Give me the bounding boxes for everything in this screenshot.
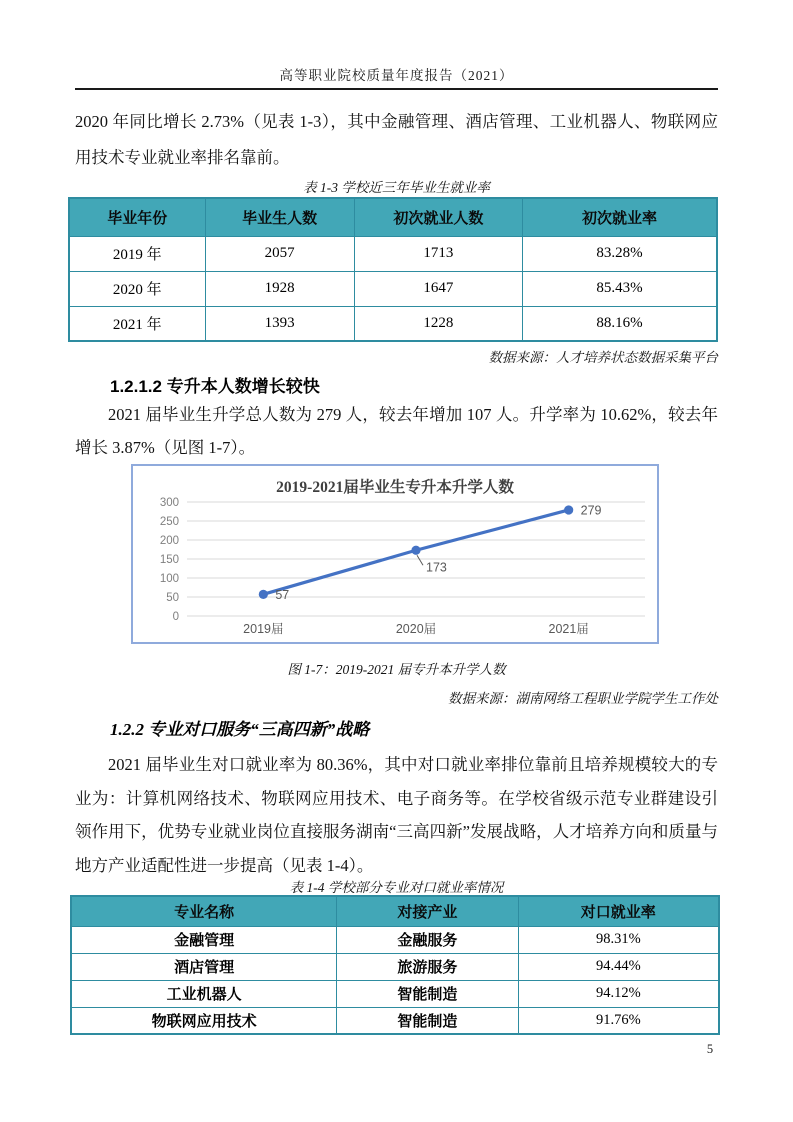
x-axis-label: 2021届: [548, 622, 589, 636]
data-point: [564, 505, 573, 514]
table-row: [71, 953, 719, 980]
table-row: [69, 271, 717, 306]
table-cell: 2021 年: [69, 306, 205, 341]
table13-caption: 表 1-3 学校近三年毕业生就业率: [303, 180, 490, 195]
table-cell: 1713: [354, 236, 522, 271]
data-label: 279: [580, 503, 602, 518]
table-cell: 金融服务: [337, 926, 518, 953]
table13-source-note: 数据来源：人才培养状态数据采集平台: [488, 350, 718, 365]
chart-title: 2019-2021届毕业生专升本升学人数: [276, 479, 514, 496]
table-cell: 酒店管理: [71, 953, 337, 980]
data-label: 57: [275, 587, 290, 602]
figure-source-note: 数据来源：湖南网络工程职业学院学生工作处: [448, 691, 718, 706]
table-cell: 88.16%: [523, 306, 717, 341]
table-cell: 物联网应用技术: [71, 1007, 337, 1034]
x-axis-label: 2020届: [395, 622, 437, 636]
table-cell: 智能制造: [337, 980, 518, 1007]
y-axis-tick-label: 150: [159, 554, 179, 566]
header-cell: 毕业生人数: [205, 198, 354, 236]
x-axis-label: 2019届: [243, 622, 284, 636]
y-axis-tick-label: 250: [159, 516, 179, 528]
table-major-employment-rate: [70, 895, 720, 1035]
data-point: [259, 590, 268, 599]
section-heading-122: 1.2.2 专业对口服务“三高四新”战略: [110, 720, 370, 739]
table-cell: 金融管理: [71, 926, 337, 953]
table-cell: 2019 年: [69, 236, 205, 271]
table-header-row: [71, 896, 719, 926]
header-cell: 对口就业率: [518, 896, 719, 926]
table-row: [71, 926, 719, 953]
table-cell: 2020 年: [69, 271, 205, 306]
paragraph-major-alignment: 2021 届毕业生对口就业率为 80.36%，其中对口就业率排位靠前且培养规模较大的专业为：计算机网络技术、物联网应用技术、电子商务等。在学校省级示范专业群建设引领作用下，优势专业就业岗位直接服务湖南“三高四新”发展战略，人才培养方向和质量与地方产业适配性进一步提高（见表 1-4）。: [75, 755, 718, 875]
figure-caption: 图 1-7：2019-2021 届专升本升学人数: [287, 662, 506, 677]
table-cell: 85.43%: [523, 271, 717, 306]
header-divider: [75, 88, 718, 90]
table-cell: 工业机器人: [71, 980, 337, 1007]
y-axis-tick-label: 300: [159, 497, 179, 509]
table-cell: 94.12%: [518, 980, 719, 1007]
table-cell: 94.44%: [518, 953, 719, 980]
table-cell: 91.76%: [518, 1007, 719, 1034]
table-cell: 智能制造: [337, 1007, 518, 1034]
table-cell: 1228: [354, 306, 522, 341]
header-cell: 毕业年份: [69, 198, 205, 236]
paragraph-employment-growth: 2020 年同比增长 2.73%（见表 1-3），其中金融管理、酒店管理、工业机器人、物联网应用技术专业就业率排名靠前。: [75, 112, 718, 167]
y-axis-tick-label: 200: [159, 535, 179, 547]
table-cell: 2057: [205, 236, 354, 271]
table-graduate-employment: [68, 197, 718, 342]
table-cell: 1393: [205, 306, 354, 341]
line-chart-transfer-students: [131, 464, 659, 644]
header-cell: 初次就业人数: [354, 198, 522, 236]
page-number: 5: [706, 1042, 714, 1056]
table14-caption: 表 1-4 学校部分专业对口就业率情况: [289, 880, 504, 895]
table-row: [71, 1007, 719, 1034]
y-axis-tick-label: 100: [159, 573, 179, 585]
table-cell: 98.31%: [518, 926, 719, 953]
y-axis-tick-label: 0: [172, 611, 179, 623]
table-header-row: [69, 198, 717, 236]
paragraph-transfer-growth: 2021 届毕业生升学总人数为 279 人，较去年增加 107 人。升学率为 10.62%，较去年增长 3.87%（见图 1-7）。: [75, 405, 718, 457]
table-cell: 旅游服务: [337, 953, 518, 980]
header-cell: 专业名称: [71, 896, 337, 926]
table-row: [69, 236, 717, 271]
table-row: [69, 306, 717, 341]
label-leader-line: [417, 555, 423, 565]
table-cell: 1647: [354, 271, 522, 306]
y-axis-tick-label: 50: [166, 592, 179, 604]
header-cell: 初次就业率: [523, 198, 717, 236]
data-point: [411, 546, 420, 555]
table-row: [71, 980, 719, 1007]
page-header-title: 高等职业院校质量年度报告（2021）: [279, 68, 514, 83]
data-label: 173: [426, 560, 447, 575]
header-cell: 对接产业: [337, 896, 518, 926]
table-cell: 83.28%: [523, 236, 717, 271]
section-heading-1212: 1.2.1.2 专升本人数增长较快: [110, 377, 320, 396]
table-cell: 1928: [205, 271, 354, 306]
